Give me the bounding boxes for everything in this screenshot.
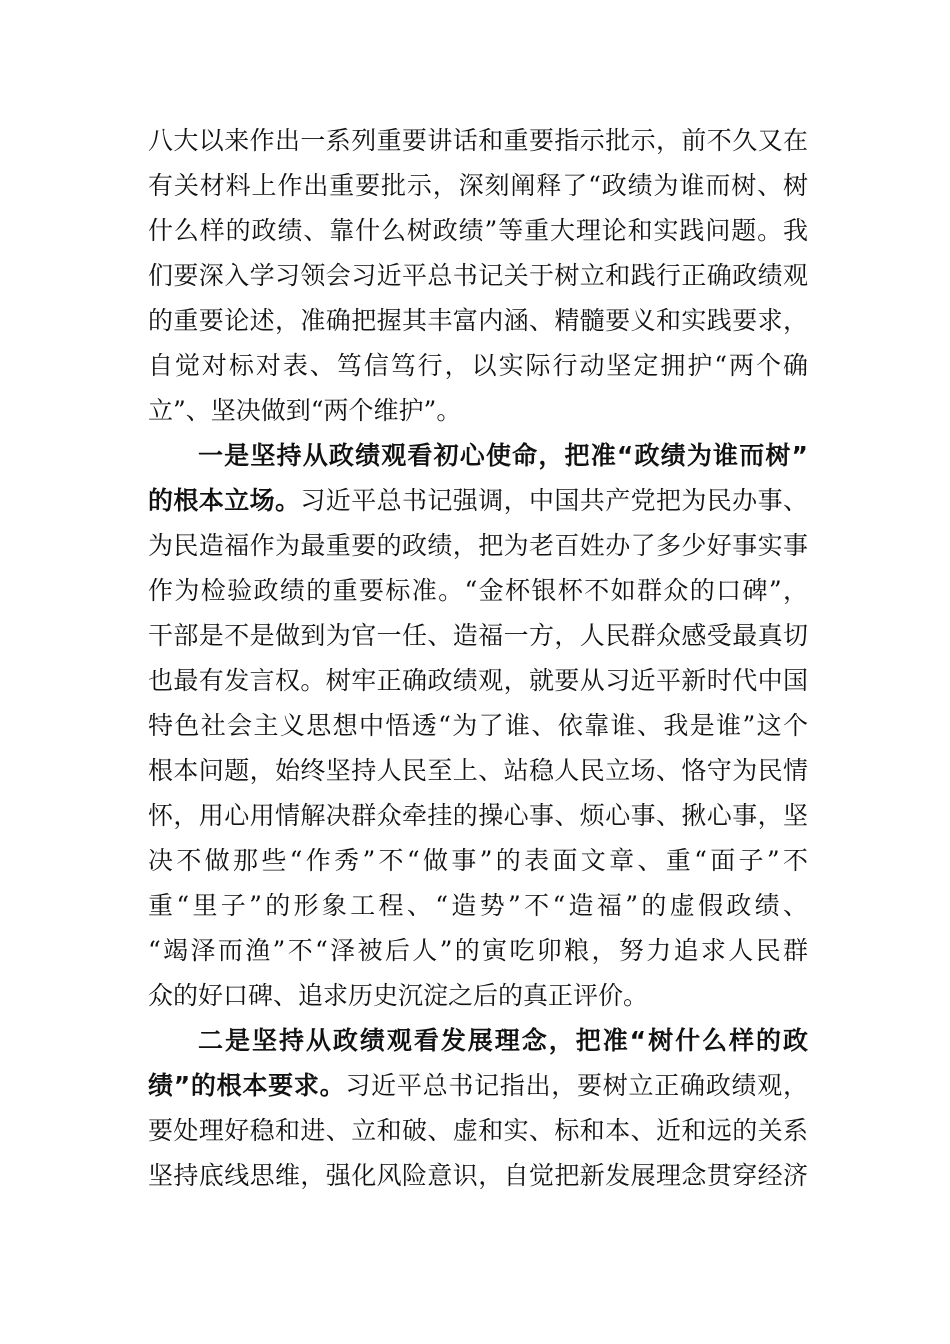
section1-body-line: 作为检验政绩的重要标准。“金杯银杯不如群众的口碑”， [148,576,808,605]
section1-heading-end: 的根本立场。 [148,486,301,515]
intro-line: 立”、坚决做到“两个维护”。 [148,396,462,425]
section1-body-line: “竭泽而渔”不“泽被后人”的寅吃卯粮，努力追求人民群 [148,936,808,965]
section2-line [148,1063,808,1108]
intro-line: 自觉对标对表、笃信笃行，以实际行动坚定拥护“两个确 [148,351,808,380]
section2-heading-end: 绩”的根本要求。 [148,1071,346,1100]
intro-line: 们要深入学习领会习近平总书记关于树立和践行正确政绩观 [148,261,808,290]
section1-body-line: 为民造福作为最重要的政绩，把为老百姓办了多少好事实事 [148,531,808,560]
section1-body-line: 特色社会主义思想中悟透“为了谁、依靠谁、我是谁”这个 [148,711,808,740]
section1-body-line: 众的好口碑、追求历史沉淀之后的真正评价。 [148,981,649,1010]
intro-line: 的重要论述，准确把握其丰富内涵、精髓要义和实践要求， [148,306,808,335]
section1-body-line: 也最有发言权。树牢正确政绩观，就要从习近平新时代中国 [148,666,808,695]
section1-body-line: 决不做那些“作秀”不“做事”的表面文章、重“面子”不 [148,846,808,875]
section1-line [148,478,808,523]
section1-heading: 一是坚持从政绩观看初心使命，把准“政绩为谁而树” [198,441,808,470]
section1-line-rest: 习近平总书记强调，中国共产党把为民办事、 [300,486,808,515]
intro-line: 什么样的政绩、靠什么树政绩”等重大理论和实践问题。我 [148,216,808,245]
intro-line: 有关材料上作出重要批示，深刻阐释了“政绩为谁而树、树 [148,171,808,200]
section2-body-line: 要处理好稳和进、立和破、虚和实、标和本、近和远的关系 [148,1116,808,1145]
section1-body-line: 根本问题，始终坚持人民至上、站稳人民立场、恪守为民情 [148,756,808,785]
section1-body-line: 干部是不是做到为官一任、造福一方，人民群众感受最真切 [148,621,808,650]
section2-heading: 二是坚持从政绩观看发展理念，把准“树什么样的政 [198,1026,808,1055]
section2-line-rest: 习近平总书记指出，要树立正确政绩观， [345,1071,808,1100]
intro-line: 八大以来作出一系列重要讲话和重要指示批示，前不久又在 [148,126,808,155]
section1-body-line: 重“里子”的形象工程、“造势”不“造福”的虚假政绩、 [148,891,808,920]
section2-body-line: 坚持底线思维，强化风险意识，自觉把新发展理念贯穿经济 [148,1161,808,1190]
section1-body-line: 怀，用心用情解决群众牵挂的操心事、烦心事、揪心事，坚 [148,801,808,830]
